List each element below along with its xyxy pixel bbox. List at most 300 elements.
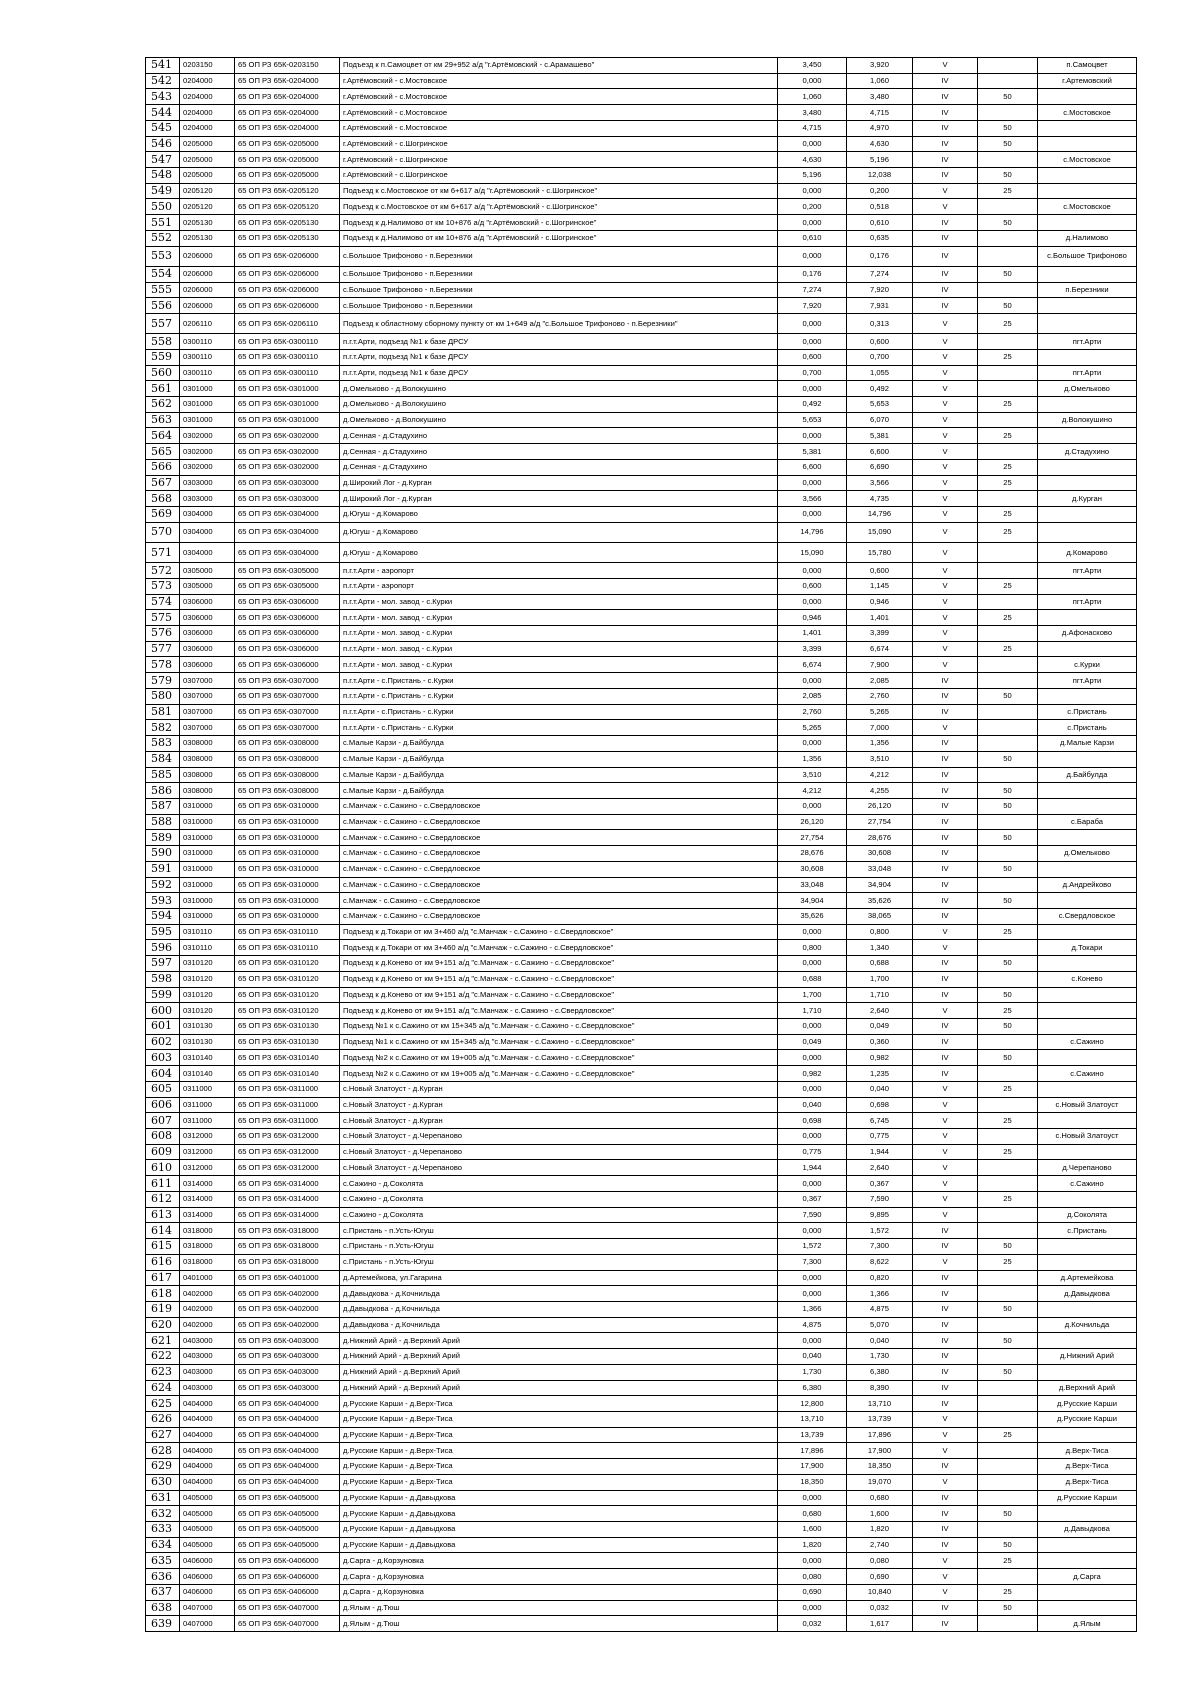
- speed-limit-cell: 50: [978, 298, 1038, 314]
- road-code-cell: 0306000: [180, 626, 235, 642]
- table-row: [146, 89, 1137, 105]
- speed-limit-cell: 50: [978, 1364, 1038, 1380]
- table-row: [146, 1254, 1137, 1270]
- road-name-cell: п.г.т.Арти - мол. завод - с.Курки: [340, 594, 778, 610]
- row-number-cell: 585: [146, 767, 180, 783]
- road-registry-id-cell: 65 ОП РЗ 65К-0310140: [235, 1066, 340, 1082]
- speed-limit-cell: [978, 704, 1038, 720]
- km-start-cell: 0,000: [778, 673, 847, 689]
- road-name-cell: Подъезд к д.Токари от км 3+460 а/д "с.Манчаж - с.Сажино - с.Свердловское": [340, 940, 778, 956]
- settlement-cell: д.Верх-Тиса: [1038, 1474, 1137, 1490]
- road-category-cell: IV: [913, 120, 978, 136]
- road-registry-id-cell: 65 ОП РЗ 65К-0310000: [235, 877, 340, 893]
- road-category-cell: IV: [913, 168, 978, 184]
- km-end-cell: 2,085: [847, 673, 913, 689]
- road-category-cell: IV: [913, 1616, 978, 1632]
- km-end-cell: 0,610: [847, 215, 913, 231]
- speed-limit-cell: [978, 1034, 1038, 1050]
- road-category-cell: V: [913, 641, 978, 657]
- km-start-cell: 6,600: [778, 459, 847, 475]
- road-name-cell: д.Омельково - д.Волокушино: [340, 397, 778, 413]
- table-row: [146, 1003, 1137, 1019]
- row-number-cell: 555: [146, 282, 180, 298]
- road-code-cell: 0310140: [180, 1066, 235, 1082]
- road-name-cell: д.Нижний Арий - д.Верхний Арий: [340, 1364, 778, 1380]
- km-end-cell: 15,780: [847, 542, 913, 562]
- road-code-cell: 0404000: [180, 1443, 235, 1459]
- km-end-cell: 1,572: [847, 1223, 913, 1239]
- km-end-cell: 8,622: [847, 1254, 913, 1270]
- speed-limit-cell: [978, 940, 1038, 956]
- speed-limit-cell: [978, 626, 1038, 642]
- road-code-cell: 0314000: [180, 1191, 235, 1207]
- speed-limit-cell: [978, 412, 1038, 428]
- row-number-cell: 623: [146, 1364, 180, 1380]
- km-end-cell: 15,090: [847, 522, 913, 542]
- row-number-cell: 544: [146, 105, 180, 121]
- road-category-cell: IV: [913, 814, 978, 830]
- km-start-cell: 0,000: [778, 1176, 847, 1192]
- road-registry-id-cell: 65 ОП РЗ 65К-0310130: [235, 1034, 340, 1050]
- road-code-cell: 0310000: [180, 814, 235, 830]
- road-category-cell: IV: [913, 688, 978, 704]
- settlement-cell: д.Верх-Тиса: [1038, 1459, 1137, 1475]
- road-code-cell: 0310130: [180, 1034, 235, 1050]
- road-code-cell: 0307000: [180, 704, 235, 720]
- km-end-cell: 26,120: [847, 798, 913, 814]
- table-row: [146, 1286, 1137, 1302]
- speed-limit-cell: 50: [978, 266, 1038, 282]
- settlement-cell: [1038, 136, 1137, 152]
- road-category-cell: IV: [913, 861, 978, 877]
- row-number-cell: 546: [146, 136, 180, 152]
- speed-limit-cell: [978, 1569, 1038, 1585]
- road-name-cell: Подъезд к п.Самоцвет от км 29+952 а/д "г.Артёмовский - с.Арамашево": [340, 58, 778, 74]
- road-registry-id-cell: 65 ОП РЗ 65К-0404000: [235, 1396, 340, 1412]
- road-code-cell: 0405000: [180, 1537, 235, 1553]
- speed-limit-cell: 50: [978, 1050, 1038, 1066]
- settlement-cell: [1038, 641, 1137, 657]
- road-name-cell: д.Артемейкова, ул.Гагарина: [340, 1270, 778, 1286]
- road-name-cell: д.Нижний Арий - д.Верхний Арий: [340, 1333, 778, 1349]
- road-category-cell: IV: [913, 798, 978, 814]
- road-category-cell: IV: [913, 673, 978, 689]
- row-number-cell: 545: [146, 120, 180, 136]
- table-row: [146, 1553, 1137, 1569]
- road-code-cell: 0307000: [180, 688, 235, 704]
- speed-limit-cell: [978, 73, 1038, 89]
- table-row: [146, 1522, 1137, 1538]
- km-end-cell: 1,600: [847, 1506, 913, 1522]
- row-number-cell: 609: [146, 1144, 180, 1160]
- road-name-cell: п.г.т.Арти - мол. завод - с.Курки: [340, 610, 778, 626]
- speed-limit-cell: 25: [978, 1584, 1038, 1600]
- table-row: [146, 987, 1137, 1003]
- km-end-cell: 0,820: [847, 1270, 913, 1286]
- speed-limit-cell: [978, 1317, 1038, 1333]
- table-row: [146, 298, 1137, 314]
- table-row: [146, 940, 1137, 956]
- settlement-cell: пгт.Арти: [1038, 365, 1137, 381]
- road-registry-id-cell: 65 ОП РЗ 65К-0203150: [235, 58, 340, 74]
- road-registry-id-cell: 65 ОП РЗ 65К-0307000: [235, 688, 340, 704]
- road-category-cell: V: [913, 1443, 978, 1459]
- road-name-cell: п.г.т.Арти - мол. завод - с.Курки: [340, 641, 778, 657]
- speed-limit-cell: 25: [978, 924, 1038, 940]
- table-row: [146, 814, 1137, 830]
- km-end-cell: 1,710: [847, 987, 913, 1003]
- road-name-cell: с.Манчаж - с.Сажино - с.Свердловское: [340, 893, 778, 909]
- road-registry-id-cell: 65 ОП РЗ 65К-0308000: [235, 751, 340, 767]
- km-end-cell: 13,710: [847, 1396, 913, 1412]
- road-code-cell: 0407000: [180, 1600, 235, 1616]
- settlement-cell: [1038, 215, 1137, 231]
- road-name-cell: г.Артёмовский - с.Шогринское: [340, 152, 778, 168]
- road-category-cell: IV: [913, 105, 978, 121]
- road-name-cell: Подъезд к д.Конево от км 9+151 а/д "с.Манчаж - с.Сажино - с.Свердловское": [340, 971, 778, 987]
- km-end-cell: 7,920: [847, 282, 913, 298]
- road-category-cell: IV: [913, 1522, 978, 1538]
- km-end-cell: 2,640: [847, 1160, 913, 1176]
- km-start-cell: 4,875: [778, 1317, 847, 1333]
- road-registry-id-cell: 65 ОП РЗ 65К-0205000: [235, 152, 340, 168]
- road-category-cell: IV: [913, 704, 978, 720]
- road-name-cell: д.Русские Карши - д.Верх-Тиса: [340, 1474, 778, 1490]
- km-end-cell: 2,740: [847, 1537, 913, 1553]
- road-code-cell: 0405000: [180, 1490, 235, 1506]
- table-row: [146, 1443, 1137, 1459]
- table-row: [146, 1019, 1137, 1035]
- road-registry-id-cell: 65 ОП РЗ 65К-0310120: [235, 971, 340, 987]
- road-code-cell: 0403000: [180, 1333, 235, 1349]
- road-category-cell: V: [913, 1254, 978, 1270]
- km-start-cell: 0,000: [778, 1286, 847, 1302]
- road-name-cell: с.Новый Златоуст - д.Курган: [340, 1097, 778, 1113]
- settlement-cell: [1038, 830, 1137, 846]
- settlement-cell: [1038, 428, 1137, 444]
- road-registry-id-cell: 65 ОП РЗ 65К-0318000: [235, 1223, 340, 1239]
- road-name-cell: п.г.т.Арти, подъезд №1 к базе ДРСУ: [340, 349, 778, 365]
- settlement-cell: пгт.Арти: [1038, 594, 1137, 610]
- km-start-cell: 0,000: [778, 1081, 847, 1097]
- speed-limit-cell: 50: [978, 120, 1038, 136]
- km-end-cell: 1,235: [847, 1066, 913, 1082]
- table-row: [146, 412, 1137, 428]
- table-row: [146, 542, 1137, 562]
- km-end-cell: 4,212: [847, 767, 913, 783]
- road-category-cell: IV: [913, 1490, 978, 1506]
- road-code-cell: 0304000: [180, 522, 235, 542]
- row-number-cell: 571: [146, 542, 180, 562]
- road-name-cell: п.г.т.Арти - с.Пристань - с.Курки: [340, 688, 778, 704]
- speed-limit-cell: 50: [978, 688, 1038, 704]
- road-code-cell: 0303000: [180, 475, 235, 491]
- road-category-cell: IV: [913, 1239, 978, 1255]
- road-registry-id-cell: 65 ОП РЗ 65К-0305000: [235, 563, 340, 579]
- settlement-cell: [1038, 1003, 1137, 1019]
- road-code-cell: 0303000: [180, 491, 235, 507]
- speed-limit-cell: [978, 736, 1038, 752]
- road-category-cell: IV: [913, 215, 978, 231]
- row-number-cell: 547: [146, 152, 180, 168]
- road-registry-id-cell: 65 ОП РЗ 65К-0206000: [235, 282, 340, 298]
- speed-limit-cell: [978, 673, 1038, 689]
- road-name-cell: г.Артёмовский - с.Мостовское: [340, 120, 778, 136]
- road-code-cell: 0310000: [180, 830, 235, 846]
- road-code-cell: 0307000: [180, 673, 235, 689]
- road-category-cell: IV: [913, 1301, 978, 1317]
- table-row: [146, 1616, 1137, 1632]
- km-start-cell: 0,000: [778, 1270, 847, 1286]
- km-end-cell: 34,904: [847, 877, 913, 893]
- road-name-cell: с.Манчаж - с.Сажино - с.Свердловское: [340, 830, 778, 846]
- settlement-cell: с.Новый Златоуст: [1038, 1129, 1137, 1145]
- km-end-cell: 17,896: [847, 1427, 913, 1443]
- km-end-cell: 4,255: [847, 783, 913, 799]
- road-name-cell: Подъезд к д.Конево от км 9+151 а/д "с.Манчаж - с.Сажино - с.Свердловское": [340, 956, 778, 972]
- settlement-cell: д.Русские Карши: [1038, 1396, 1137, 1412]
- km-start-cell: 33,048: [778, 877, 847, 893]
- settlement-cell: пгт.Арти: [1038, 673, 1137, 689]
- km-start-cell: 1,944: [778, 1160, 847, 1176]
- road-registry-id-cell: 65 ОП РЗ 65К-0402000: [235, 1286, 340, 1302]
- km-start-cell: 0,040: [778, 1097, 847, 1113]
- km-end-cell: 12,038: [847, 168, 913, 184]
- km-end-cell: 0,032: [847, 1600, 913, 1616]
- road-name-cell: п.г.т.Арти, подъезд №1 к базе ДРСУ: [340, 334, 778, 350]
- road-category-cell: IV: [913, 1396, 978, 1412]
- road-registry-id-cell: 65 ОП РЗ 65К-0404000: [235, 1474, 340, 1490]
- row-number-cell: 575: [146, 610, 180, 626]
- road-code-cell: 0306000: [180, 594, 235, 610]
- road-registry-id-cell: 65 ОП РЗ 65К-0407000: [235, 1616, 340, 1632]
- road-name-cell: с.Сажино - д.Соколята: [340, 1207, 778, 1223]
- road-registry-id-cell: 65 ОП РЗ 65К-0308000: [235, 767, 340, 783]
- settlement-cell: д.Нижний Арий: [1038, 1349, 1137, 1365]
- settlement-cell: д.Верх-Тиса: [1038, 1443, 1137, 1459]
- road-name-cell: с.Манчаж - с.Сажино - с.Свердловское: [340, 846, 778, 862]
- road-category-cell: IV: [913, 893, 978, 909]
- road-code-cell: 0318000: [180, 1254, 235, 1270]
- road-category-cell: IV: [913, 136, 978, 152]
- road-registry-id-cell: 65 ОП РЗ 65К-0404000: [235, 1427, 340, 1443]
- road-category-cell: V: [913, 924, 978, 940]
- row-number-cell: 572: [146, 563, 180, 579]
- km-start-cell: 26,120: [778, 814, 847, 830]
- speed-limit-cell: [978, 1270, 1038, 1286]
- settlement-cell: [1038, 1301, 1137, 1317]
- km-start-cell: 7,920: [778, 298, 847, 314]
- road-name-cell: д.Сенная - д.Стадухино: [340, 459, 778, 475]
- speed-limit-cell: 25: [978, 610, 1038, 626]
- road-category-cell: V: [913, 594, 978, 610]
- table-row: [146, 893, 1137, 909]
- road-category-cell: V: [913, 365, 978, 381]
- road-category-cell: IV: [913, 783, 978, 799]
- road-name-cell: Подъезд №1 к с.Сажино от км 15+345 а/д "с.Манчаж - с.Сажино - с.Свердловское": [340, 1019, 778, 1035]
- road-category-cell: V: [913, 720, 978, 736]
- speed-limit-cell: [978, 846, 1038, 862]
- road-category-cell: IV: [913, 1050, 978, 1066]
- road-category-cell: IV: [913, 1066, 978, 1082]
- road-registry-id-cell: 65 ОП РЗ 65К-0306000: [235, 626, 340, 642]
- table-row: [146, 971, 1137, 987]
- road-code-cell: 0310000: [180, 798, 235, 814]
- row-number-cell: 625: [146, 1396, 180, 1412]
- table-row: [146, 1066, 1137, 1082]
- road-registry-table: [145, 57, 1137, 1632]
- table-row: [146, 783, 1137, 799]
- km-end-cell: 3,920: [847, 58, 913, 74]
- road-code-cell: 0310140: [180, 1050, 235, 1066]
- road-code-cell: 0312000: [180, 1160, 235, 1176]
- road-code-cell: 0308000: [180, 751, 235, 767]
- road-code-cell: 0302000: [180, 444, 235, 460]
- settlement-cell: [1038, 956, 1137, 972]
- road-category-cell: IV: [913, 1600, 978, 1616]
- km-end-cell: 0,982: [847, 1050, 913, 1066]
- road-code-cell: 0404000: [180, 1474, 235, 1490]
- row-number-cell: 587: [146, 798, 180, 814]
- table-row: [146, 246, 1137, 266]
- road-registry-id-cell: 65 ОП РЗ 65К-0302000: [235, 459, 340, 475]
- road-registry-id-cell: 65 ОП РЗ 65К-0402000: [235, 1317, 340, 1333]
- row-number-cell: 566: [146, 459, 180, 475]
- road-registry-id-cell: 65 ОП РЗ 65К-0310000: [235, 893, 340, 909]
- road-code-cell: 0308000: [180, 783, 235, 799]
- settlement-cell: с.Сажино: [1038, 1176, 1137, 1192]
- road-name-cell: Подъезд к д.Конево от км 9+151 а/д "с.Манчаж - с.Сажино - с.Свердловское": [340, 987, 778, 1003]
- road-category-cell: IV: [913, 1333, 978, 1349]
- km-start-cell: 7,590: [778, 1207, 847, 1223]
- road-category-cell: IV: [913, 89, 978, 105]
- km-start-cell: 5,196: [778, 168, 847, 184]
- road-registry-id-cell: 65 ОП РЗ 65К-0403000: [235, 1333, 340, 1349]
- table-row: [146, 282, 1137, 298]
- row-number-cell: 627: [146, 1427, 180, 1443]
- road-registry-id-cell: 65 ОП РЗ 65К-0403000: [235, 1380, 340, 1396]
- road-name-cell: п.г.т.Арти - мол. завод - с.Курки: [340, 626, 778, 642]
- settlement-cell: д.Омельково: [1038, 846, 1137, 862]
- speed-limit-cell: [978, 152, 1038, 168]
- km-end-cell: 5,265: [847, 704, 913, 720]
- row-number-cell: 562: [146, 397, 180, 413]
- road-code-cell: 0204000: [180, 89, 235, 105]
- km-end-cell: 18,350: [847, 1459, 913, 1475]
- km-start-cell: 35,626: [778, 908, 847, 924]
- km-start-cell: 7,274: [778, 282, 847, 298]
- road-code-cell: 0311000: [180, 1097, 235, 1113]
- road-code-cell: 0206000: [180, 298, 235, 314]
- table-row: [146, 136, 1137, 152]
- road-name-cell: Подъезд №2 к с.Сажино от км 19+005 а/д "с.Манчаж - с.Сажино - с.Свердловское": [340, 1050, 778, 1066]
- settlement-cell: [1038, 893, 1137, 909]
- road-registry-id-cell: 65 ОП РЗ 65К-0406000: [235, 1553, 340, 1569]
- table-row: [146, 1034, 1137, 1050]
- km-end-cell: 6,674: [847, 641, 913, 657]
- table-row: [146, 1459, 1137, 1475]
- road-name-cell: д.Русские Карши - д.Давыдкова: [340, 1537, 778, 1553]
- settlement-cell: д.Налимово: [1038, 230, 1137, 246]
- road-registry-id-cell: 65 ОП РЗ 65К-0405000: [235, 1537, 340, 1553]
- table-body: [146, 58, 1137, 1632]
- km-end-cell: 0,200: [847, 183, 913, 199]
- road-registry-id-cell: 65 ОП РЗ 65К-0405000: [235, 1506, 340, 1522]
- road-name-cell: п.г.т.Арти - с.Пристань - с.Курки: [340, 704, 778, 720]
- km-start-cell: 3,510: [778, 767, 847, 783]
- settlement-cell: [1038, 924, 1137, 940]
- km-end-cell: 0,360: [847, 1034, 913, 1050]
- km-start-cell: 0,000: [778, 924, 847, 940]
- road-name-cell: д.Русские Карши - д.Верх-Тиса: [340, 1411, 778, 1427]
- speed-limit-cell: 50: [978, 861, 1038, 877]
- road-name-cell: д.Русские Карши - д.Верх-Тиса: [340, 1427, 778, 1443]
- road-category-cell: V: [913, 1569, 978, 1585]
- km-start-cell: 1,572: [778, 1239, 847, 1255]
- row-number-cell: 624: [146, 1380, 180, 1396]
- table-row: [146, 215, 1137, 231]
- table-row: [146, 956, 1137, 972]
- road-name-cell: Подъезд к д.Токари от км 3+460 а/д "с.Манчаж - с.Сажино - с.Свердловское": [340, 924, 778, 940]
- road-code-cell: 0310000: [180, 861, 235, 877]
- table-row: [146, 594, 1137, 610]
- road-registry-id-cell: 65 ОП РЗ 65К-0205130: [235, 230, 340, 246]
- table-row: [146, 673, 1137, 689]
- km-start-cell: 0,080: [778, 1569, 847, 1585]
- settlement-cell: [1038, 1584, 1137, 1600]
- km-end-cell: 6,600: [847, 444, 913, 460]
- row-number-cell: 550: [146, 199, 180, 215]
- speed-limit-cell: 25: [978, 397, 1038, 413]
- km-end-cell: 1,060: [847, 73, 913, 89]
- settlement-cell: с.Сажино: [1038, 1034, 1137, 1050]
- road-registry-id-cell: 65 ОП РЗ 65К-0403000: [235, 1364, 340, 1380]
- settlement-cell: [1038, 522, 1137, 542]
- road-name-cell: с.Малые Карзи - д.Байбулда: [340, 783, 778, 799]
- km-start-cell: 0,000: [778, 215, 847, 231]
- speed-limit-cell: [978, 1207, 1038, 1223]
- km-start-cell: 0,492: [778, 397, 847, 413]
- road-category-cell: IV: [913, 1506, 978, 1522]
- km-start-cell: 1,060: [778, 89, 847, 105]
- km-start-cell: 1,600: [778, 1522, 847, 1538]
- settlement-cell: [1038, 120, 1137, 136]
- road-category-cell: IV: [913, 877, 978, 893]
- table-row: [146, 1270, 1137, 1286]
- km-end-cell: 7,590: [847, 1191, 913, 1207]
- km-end-cell: 7,931: [847, 298, 913, 314]
- road-name-cell: д.Югуш - д.Комарово: [340, 507, 778, 523]
- table-row: [146, 1081, 1137, 1097]
- road-code-cell: 0310120: [180, 1003, 235, 1019]
- km-end-cell: 19,070: [847, 1474, 913, 1490]
- km-start-cell: 0,000: [778, 428, 847, 444]
- km-start-cell: 0,000: [778, 1019, 847, 1035]
- table-row: [146, 475, 1137, 491]
- km-start-cell: 2,760: [778, 704, 847, 720]
- km-start-cell: 30,608: [778, 861, 847, 877]
- settlement-cell: с.Большое Трифоново: [1038, 246, 1137, 266]
- settlement-cell: д.Давыдкова: [1038, 1522, 1137, 1538]
- km-start-cell: 0,000: [778, 1333, 847, 1349]
- road-category-cell: V: [913, 563, 978, 579]
- row-number-cell: 630: [146, 1474, 180, 1490]
- speed-limit-cell: 50: [978, 1301, 1038, 1317]
- road-category-cell: V: [913, 313, 978, 333]
- table-row: [146, 58, 1137, 74]
- table-row: [146, 397, 1137, 413]
- settlement-cell: д.Омельково: [1038, 381, 1137, 397]
